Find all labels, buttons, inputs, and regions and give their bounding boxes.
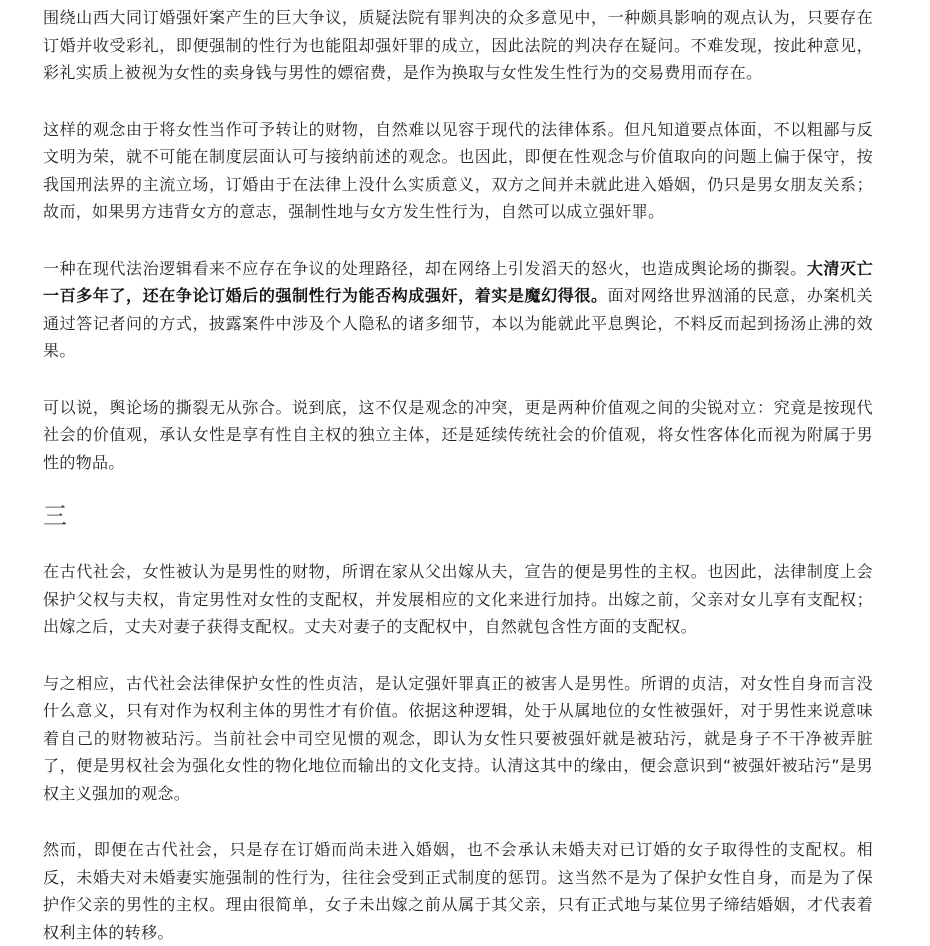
paragraph-4: 可以说，舆论场的撕裂无从弥合。说到底，这不仅是观念的冲突，更是两种价值观之间的尖锐对立：究竟是按现代社会的价值观，承认女性是享有性自主权的独立主体，还是延续传统社会的价值观，将女性客体化而视为附属于男性的物品。 — [43, 397, 873, 472]
paragraph-1: 围绕山西大同订婚强奸案产生的巨大争议，质疑法院有罪判决的众多意见中，一种颇具影响的观点认为，只要存在订婚并收受彩礼，即便强制的性行为也能阻却强奸罪的成立，因此法院的判决存在疑问。不难发现，按此种意见，彩礼实质上被视为女性的卖身钱与男性的嫖宿费，是作为换取与女性发生性行为的交易费用而存在。 — [43, 8, 873, 82]
section-heading-three: 三 — [43, 502, 67, 530]
paragraph-3-text-start: 一种在现代法治逻辑看来不应存在争议的处理路径，却在网络上引发滔天的怒火，也造成舆论场的撕裂。 — [43, 258, 807, 278]
paragraph-7: 然而，即便在古代社会，只是存在订婚而尚未进入婚姻，也不会承认未婚夫对已订婚的女子取得性的支配权。相反，未婚夫对未婚妻实施强制的性行为，往往会受到正式制度的惩罚。这当然不是为了保护女性自身，而是为了保护作父亲的男性的主权。理由很简单，女子未出嫁之前从属于其父亲，只有正式地与某位男子缔结婚姻，才代表着权利主体的转移。 — [43, 840, 873, 942]
paragraph-6: 与之相应，古代社会法律保护女性的性贞洁，是认定强奸罪真正的被害人是男性。所谓的贞洁，对女性自身而言没什么意义，只有对作为权利主体的男性才有价值。依据这种逻辑，处于从属地位的女性被强奸，对于男性来说意味着自己的财物被玷污。当前社会中司空见惯的观念，即认为女性只要被强奸就是被玷污，就是身子不干净被弄脏了，便是男权社会为强化女性的物化地位而输出的文化支持。认清这其中的缘由，便会意识到“被强奸被玷污”是男权主义强加的观念。 — [43, 673, 873, 803]
paragraph-3-bold-emphasis: 大清灭亡一百多年了，还在争论订婚后的强制性行为能否构成强奸，着实是魔幻得很。 — [43, 258, 873, 305]
paragraph-3-text-end: 面对网络世界汹涌的民意，办案机关通过答记者问的方式，披露案件中涉及个人隐私的诸多细节，本以为能就此平息舆论，不料反而起到扬汤止沸的效果。 — [43, 286, 874, 360]
paragraph-3 — [43, 255, 873, 365]
paragraph-5: 在古代社会，女性被认为是男性的财物，所谓在家从父出嫁从夫，宣告的便是男性的主权。也因此，法律制度上会保护父权与夫权，肯定男性对女性的支配权，并发展相应的文化来进行加持。出嫁之前，父亲对女儿享有支配权；出嫁之后，丈夫对妻子获得支配权。丈夫对妻子的支配权中，自然就包含性方面的支配权。 — [43, 562, 873, 636]
article-body — [43, 4, 873, 946]
paragraph-2: 这样的观念由于将女性当作可予转让的财物，自然难以见容于现代的法律体系。但凡知道要点体面，不以粗鄙与反文明为荣，就不可能在制度层面认可与接纳前述的观念。也因此，即便在性观念与价值取向的问题上偏于保守，按我国刑法界的主流立场，订婚由于在法律上没什么实质意义，双方之间并未就此进入婚姻，仍只是男女朋友关系；故而，如果男方违背女方的意志，强制性地与女方发生性行为，自然可以成立强奸罪。 — [43, 119, 873, 221]
